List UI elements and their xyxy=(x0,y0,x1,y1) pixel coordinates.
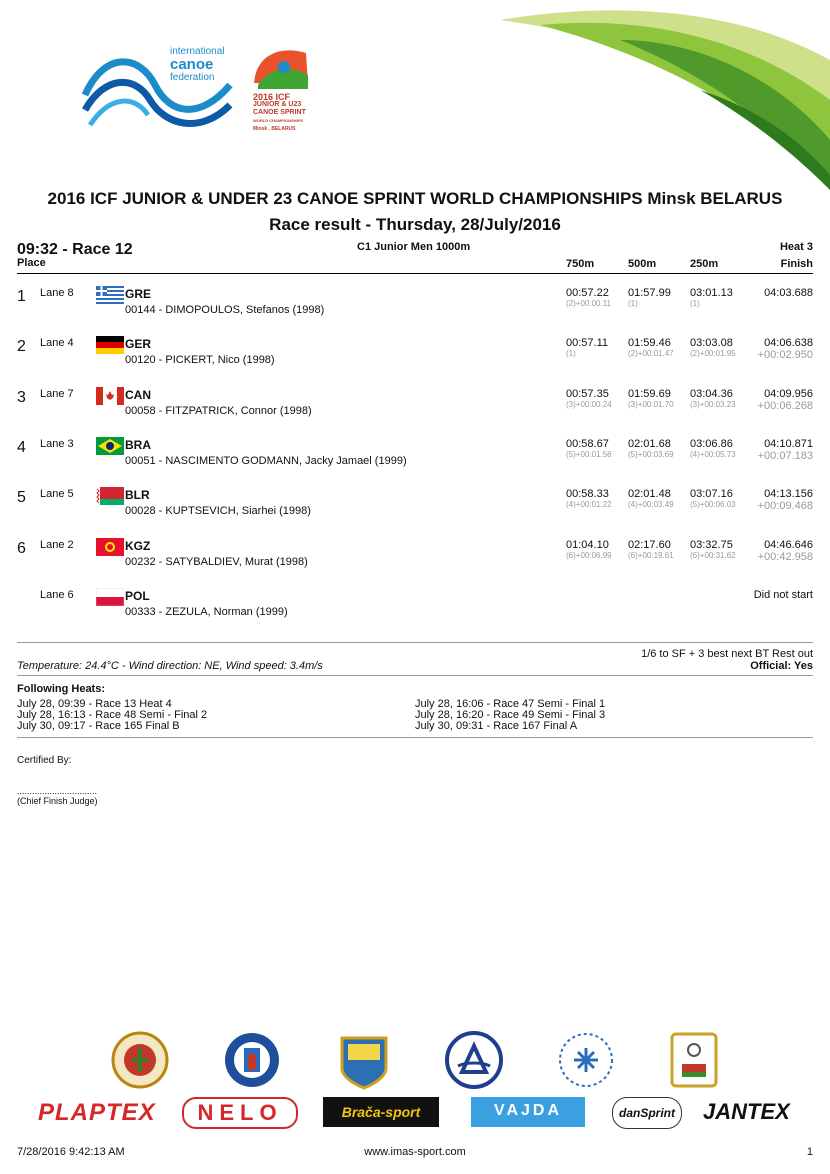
split-250m-rank: (5)+00:06.03 xyxy=(690,500,736,510)
pol-flag-icon xyxy=(96,588,124,606)
split-250m-rank: (6)+00:31.62 xyxy=(690,550,736,560)
heat-label: Heat 3 xyxy=(779,241,813,253)
result-rank: 4 xyxy=(17,438,26,456)
result-lane: Lane 7 xyxy=(40,387,74,400)
result-rank: 5 xyxy=(17,489,26,507)
blr-flag-icon xyxy=(96,487,124,505)
result-row xyxy=(0,487,830,537)
race-result-title: Race result - Thursday, 28/July/2016 xyxy=(269,215,561,234)
split-750m-rank: (4)+00:01.22 xyxy=(566,500,612,510)
event-logo xyxy=(250,45,312,135)
sponsor-dansprint: danSprint xyxy=(612,1097,682,1129)
following-heat-item: July 30, 09:17 - Race 165 Final B xyxy=(17,720,180,732)
place-column-header: Place xyxy=(17,257,46,269)
following-divider xyxy=(17,737,813,738)
result-nation: POL xyxy=(125,588,150,603)
chief-judge-label: (Chief Finish Judge) xyxy=(17,796,98,806)
finish-gap: +00:42.958 xyxy=(757,550,813,563)
col-250m-header: 250m xyxy=(690,258,719,270)
following-heats-right xyxy=(415,699,605,732)
split-500m-rank: (6)+00:19.61 xyxy=(628,550,674,560)
result-nation: CAN xyxy=(125,387,151,402)
result-row xyxy=(0,286,830,336)
split-250m-rank: (4)+00:05.73 xyxy=(690,449,736,459)
event-logo-text-5: Minsk , BELARUS xyxy=(253,126,296,132)
split-250m-rank: (1) xyxy=(690,299,700,308)
split-750m: 01:04.10 xyxy=(566,538,609,551)
result-lane: Lane 2 xyxy=(40,538,74,551)
result-rank: 6 xyxy=(17,539,26,557)
event-name: C1 Junior Men 1000m xyxy=(357,241,471,253)
result-nation: KGZ xyxy=(125,538,151,553)
split-750m-rank: (6)+00:06.99 xyxy=(566,550,612,560)
emblem-6-icon xyxy=(664,1030,724,1090)
sponsor-emblems xyxy=(0,1030,830,1090)
following-heats-left xyxy=(17,699,207,732)
sponsor-jantex: JANTEX xyxy=(703,1099,790,1124)
footer-website-link[interactable]: www.imas-sport.com xyxy=(364,1146,466,1158)
split-750m: 00:58.33 xyxy=(566,488,609,501)
header-divider xyxy=(17,273,813,274)
championship-title: 2016 ICF JUNIOR & UNDER 23 CANOE SPRINT WORLD CHAMPIONSHIPS Minsk BELARUS xyxy=(47,189,783,208)
split-500m: 01:57.99 xyxy=(628,287,671,299)
result-nation: BLR xyxy=(125,488,150,503)
split-500m-rank: (3)+00:01.70 xyxy=(628,399,674,409)
print-timestamp: 7/28/2016 9:42:13 AM xyxy=(17,1146,125,1158)
result-lane: Lane 5 xyxy=(40,488,74,501)
finish-gap: +00:06.268 xyxy=(757,399,813,412)
result-row xyxy=(0,437,830,487)
split-250m: 03:32.75 xyxy=(690,538,733,551)
split-500m-rank: (1) xyxy=(628,299,638,308)
icf-logo-text-1: international xyxy=(170,46,225,57)
sponsor-braca-sport: Brača-sport xyxy=(323,1097,439,1127)
bra-flag-icon xyxy=(96,437,124,455)
split-250m-rank: (2)+00:01.95 xyxy=(690,349,736,359)
weather-info: Temperature: 24.4°C - Wind direction: NE, Wind speed: 3.4m/s xyxy=(17,660,323,672)
emblem-5-icon xyxy=(556,1030,616,1090)
event-logo-text-4: WORLD CHAMPIONSHIPS xyxy=(253,118,303,123)
result-lane: Lane 8 xyxy=(40,287,74,299)
sponsor-vajda: VAJDA xyxy=(471,1097,585,1127)
split-500m-rank: (5)+00:03.69 xyxy=(628,449,674,459)
split-750m: 00:57.22 xyxy=(566,287,609,299)
can-flag-icon xyxy=(96,387,124,405)
following-heat-item: July 28, 16:06 - Race 47 Semi - Final 1 xyxy=(415,698,606,710)
split-500m: 01:59.69 xyxy=(628,387,671,400)
split-750m: 00:58.67 xyxy=(566,437,609,450)
official-status: Official: Yes xyxy=(750,660,813,672)
split-250m: 03:01.13 xyxy=(690,287,733,299)
split-500m: 02:01.68 xyxy=(628,437,671,450)
ger-flag-icon xyxy=(96,336,124,354)
result-nation: GRE xyxy=(125,287,152,301)
emblem-3-icon xyxy=(334,1030,394,1090)
gre-flag-icon xyxy=(96,286,124,304)
split-250m-rank: (3)+00:03.23 xyxy=(690,399,736,409)
signature-dots: ................................ xyxy=(17,786,98,796)
result-athlete: 00333 - ZEZULA, Norman (1999) xyxy=(125,605,288,618)
split-750m: 00:57.35 xyxy=(566,387,609,400)
split-750m: 00:57.11 xyxy=(566,337,609,350)
result-row xyxy=(0,538,830,588)
split-500m-rank: (4)+00:03.49 xyxy=(628,500,674,510)
split-750m-rank: (2)+00:00.11 xyxy=(566,299,611,308)
split-500m: 02:17.60 xyxy=(628,538,671,551)
emblem-4-icon xyxy=(444,1030,504,1090)
result-row xyxy=(0,387,830,437)
sponsor-plaptex: PLAPTEX xyxy=(38,1099,156,1126)
following-heat-item: July 28, 16:20 - Race 49 Semi - Final 3 xyxy=(415,709,606,721)
split-750m-rank: (3)+00:00.24 xyxy=(566,399,612,409)
emblem-1-icon xyxy=(110,1030,170,1090)
split-750m-rank: (5)+00:01.56 xyxy=(566,449,612,459)
result-lane: Lane 6 xyxy=(40,588,74,601)
split-250m: 03:03.08 xyxy=(690,337,733,350)
col-finish-header: Finish xyxy=(780,258,813,270)
event-logo-text-2: JUNIOR & U23 xyxy=(253,101,302,108)
following-heat-item: July 30, 09:31 - Race 167 Final A xyxy=(415,720,578,732)
finish-time: 04:06.638 xyxy=(764,337,813,350)
kgz-flag-icon xyxy=(96,538,124,556)
progression-rule: 1/6 to SF + 3 best next BT Rest out xyxy=(641,648,813,660)
icf-logo-text-3: federation xyxy=(170,72,215,83)
race-time-number: 09:32 - Race 12 xyxy=(17,241,133,258)
finish-time: 04:13.156 xyxy=(764,488,813,501)
result-athlete: 00144 - DIMOPOULOS, Stefanos (1998) xyxy=(125,304,325,316)
emblem-2-icon xyxy=(222,1030,282,1090)
split-500m: 01:59.46 xyxy=(628,337,671,350)
result-athlete: 00051 - NASCIMENTO GODMANN, Jacky Jamael (1999) xyxy=(125,454,407,467)
finish-gap: +00:07.183 xyxy=(757,449,813,462)
result-lane: Lane 3 xyxy=(40,437,74,450)
result-row xyxy=(0,336,830,386)
col-500m-header: 500m xyxy=(628,258,657,270)
split-500m: 02:01.48 xyxy=(628,488,671,501)
split-500m-rank: (2)+00:01.47 xyxy=(628,349,674,359)
page-number: 1 xyxy=(806,1146,813,1158)
col-750m-header: 750m xyxy=(566,258,595,270)
sponsor-nelo: NELO xyxy=(182,1097,298,1129)
result-nation: BRA xyxy=(125,437,151,452)
icf-logo-text-2: canoe xyxy=(170,56,214,73)
finish-time: 04:46.646 xyxy=(764,538,813,551)
result-athlete: 00028 - KUPTSEVICH, Siarhei (1998) xyxy=(125,505,311,518)
event-logo-text-3: CANOE SPRINT xyxy=(253,109,306,116)
following-heat-item: July 28, 16:13 - Race 48 Semi - Final 2 xyxy=(17,709,208,721)
finish-time: 04:10.871 xyxy=(764,437,813,450)
result-lane: Lane 4 xyxy=(40,337,74,350)
event-logo-text-1: 2016 ICF xyxy=(253,92,291,102)
following-heat-item: July 28, 09:39 - Race 13 Heat 4 xyxy=(17,698,172,710)
result-rank: 1 xyxy=(17,288,26,305)
result-athlete: 00232 - SATYBALDIEV, Murat (1998) xyxy=(125,555,308,568)
result-athlete: 00058 - FITZPATRICK, Connor (1998) xyxy=(125,404,312,417)
icf-logo xyxy=(80,40,240,140)
finish-time: 04:09.956 xyxy=(764,387,813,400)
split-250m: 03:04.36 xyxy=(690,387,733,400)
result-athlete: 00120 - PICKERT, Nico (1998) xyxy=(125,354,275,367)
finish-gap: +00:09.468 xyxy=(757,500,813,513)
result-nation: GER xyxy=(125,337,152,352)
split-250m: 03:06.86 xyxy=(690,437,733,450)
finish-time: Did not start xyxy=(753,588,813,601)
finish-gap: +00:02.950 xyxy=(757,349,813,362)
result-rank: 3 xyxy=(17,388,26,406)
result-rank: 2 xyxy=(17,338,26,356)
split-250m: 03:07.16 xyxy=(690,488,733,501)
certified-by-label: Certified By: xyxy=(17,755,72,766)
weather-divider xyxy=(17,675,813,676)
sponsor-wordmarks xyxy=(0,1097,830,1131)
header-swoosh-graphic xyxy=(500,0,830,190)
following-heats-title: Following Heats: xyxy=(17,683,105,695)
split-750m-rank: (1) xyxy=(566,349,576,359)
result-row xyxy=(0,588,830,638)
results-divider xyxy=(17,642,813,643)
finish-time: 04:03.688 xyxy=(764,287,813,299)
